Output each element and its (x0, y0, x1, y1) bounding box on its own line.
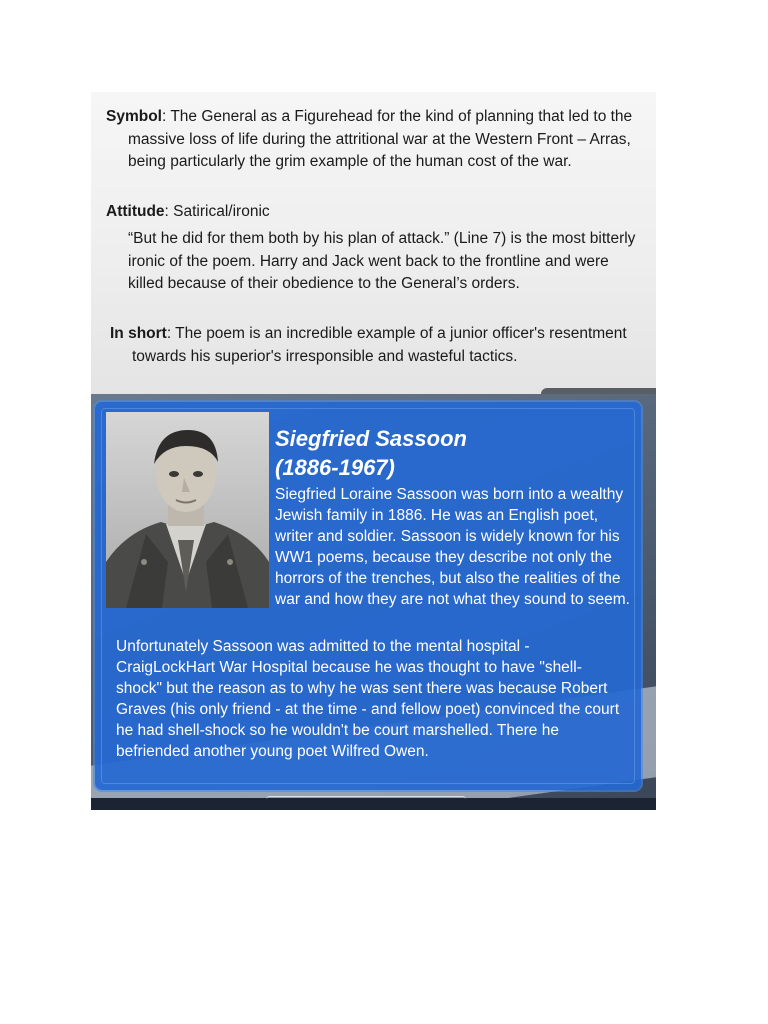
in-short-text: : The poem is an incredible example of a junior officer's resentment towards his superior's irresponsible and wasteful tactics. (132, 325, 627, 365)
biography-card (95, 402, 641, 790)
profile-years: (1886-1967) (275, 455, 395, 480)
profile-name: Siegfried Sassoon (275, 426, 467, 451)
attitude-label: Attitude (106, 203, 165, 220)
symbol-entry (106, 106, 648, 174)
in-short-label: In short (110, 325, 167, 342)
in-short-entry (110, 323, 652, 368)
slide-bottom-bar (91, 798, 656, 810)
attitude-entry (106, 201, 626, 224)
bio-more-paragraph: Unfortunately Sassoon was admitted to the mental hospital - CraigLockHart War Hospital because he was thought to have "shell-shock" but the reason as to why he was sent there was because Robert Graves (his only friend - at the time - and fellow poet) convinced the court he had shell-shock so he wouldn't be court marshelled. There he befriended another young poet Wilfred Owen. (116, 638, 620, 760)
quote-paragraph: “But he did for them both by his plan of attack.” (Line 7) is the most bitterly ironic of the poem. Harry and Jack went back to the frontline and were killed because of their obedience to the General’s orders. (128, 230, 636, 292)
attitude-text: : Satirical/ironic (164, 203, 270, 220)
symbol-text: : The General as a Figurehead for the kind of planning that led to the massive loss of life during the attritional war at the Western Front – Arras, being particularly the grim example of the human cost of the war. (128, 108, 633, 170)
bio-intro-paragraph: Siegfried Loraine Sassoon was born into a wealthy Jewish family in 1886. He was an English poet, writer and soldier. Sassoon is widely known for his WW1 poems, because they describe not only the horrors of the trenches, but also the realities of the war and how they are not what they sound to seem. (275, 486, 630, 608)
symbol-label: Symbol (106, 108, 162, 125)
biography-slide (91, 394, 656, 810)
profile-heading (275, 424, 467, 482)
portrait-photo (106, 412, 269, 608)
bottom-bar-outline (266, 796, 466, 803)
poem-notes-panel (91, 92, 656, 394)
portrait-illustration (106, 412, 269, 608)
